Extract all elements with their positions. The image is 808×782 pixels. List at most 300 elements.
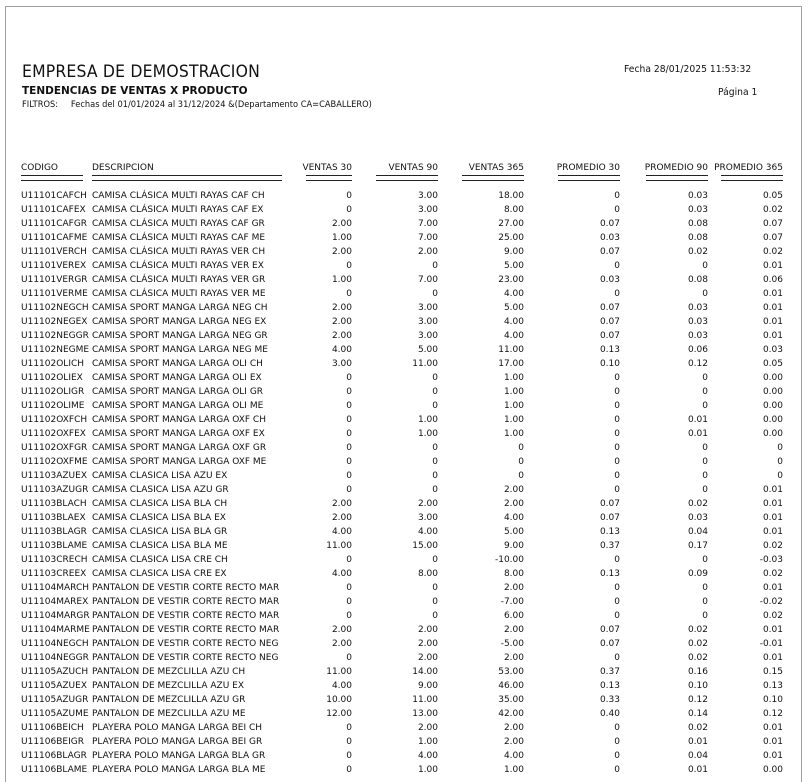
cell-promedio-30: 0 [614, 597, 620, 607]
cell-promedio-90: 0 [702, 597, 708, 607]
table-row [21, 385, 783, 399]
cell-codigo: U11101CAFCH [21, 191, 87, 201]
cell-promedio-90: 0.01 [687, 765, 708, 775]
cell-ventas-90: 2.00 [417, 625, 438, 635]
cell-descripcion: CAMISA SPORT MANGA LARGA OLI CH [92, 359, 263, 369]
cell-ventas-30: 3.00 [331, 359, 352, 369]
cell-codigo: U11106BEICH [21, 723, 84, 733]
cell-promedio-365: 0.01 [762, 261, 783, 271]
table-row [21, 637, 783, 651]
cell-ventas-30: 11.00 [326, 667, 352, 677]
cell-promedio-30: 0.10 [599, 359, 620, 369]
cell-promedio-365: 0.01 [762, 527, 783, 537]
cell-ventas-90: 0 [432, 289, 438, 299]
cell-ventas-365: 4.00 [503, 289, 524, 299]
cell-promedio-365: 0.00 [762, 429, 783, 439]
cell-ventas-30: 0 [346, 289, 352, 299]
cell-ventas-90: 3.00 [417, 317, 438, 327]
cell-promedio-365: 0.00 [762, 401, 783, 411]
filters-text: Fechas del 01/01/2024 al 31/12/2024 &(Departamento CA=CABALLERO) [70, 100, 372, 110]
cell-promedio-90: 0.16 [687, 667, 708, 677]
cell-ventas-90: 0 [432, 401, 438, 411]
cell-promedio-30: 0.37 [599, 667, 620, 677]
table-row [21, 707, 783, 721]
separator [352, 175, 438, 189]
cell-promedio-365: 0.05 [762, 359, 783, 369]
cell-promedio-365: 0.02 [762, 205, 783, 215]
cell-codigo: U11104MAREX [21, 597, 89, 607]
cell-promedio-30: 0 [614, 653, 620, 663]
cell-ventas-365: -7.00 [500, 597, 524, 607]
cell-promedio-365: 0.01 [762, 737, 783, 747]
cell-promedio-90: 0.04 [687, 751, 708, 761]
cell-ventas-365: 42.00 [498, 709, 524, 719]
report-date: Fecha 28/01/2025 11:53:32 [624, 64, 752, 75]
filters-line [22, 100, 372, 110]
cell-descripcion: CAMISA SPORT MANGA LARGA NEG GR [92, 331, 268, 341]
col-header-ventas-365: VENTAS 365 [468, 163, 524, 173]
cell-promedio-90: 0.12 [687, 695, 708, 705]
table-row [21, 259, 783, 273]
cell-promedio-90: 0 [702, 289, 708, 299]
cell-ventas-365: 25.00 [498, 233, 524, 243]
cell-promedio-30: 0.07 [599, 247, 620, 257]
cell-ventas-365: 2.00 [503, 499, 524, 509]
cell-descripcion: CAMISA CLÁSICA MULTI RAYAS VER CH [92, 247, 266, 257]
cell-ventas-30: 0 [346, 737, 352, 747]
cell-ventas-30: 2.00 [331, 303, 352, 313]
cell-promedio-90: 0.14 [687, 709, 708, 719]
table-row [21, 371, 783, 385]
cell-descripcion: CAMISA CLASICA LISA BLA EX [92, 513, 226, 523]
cell-codigo: U11102OXFME [21, 457, 88, 467]
cell-ventas-90: 0 [432, 555, 438, 565]
cell-promedio-365: 0.01 [762, 289, 783, 299]
table-row [21, 203, 783, 217]
cell-codigo: U11103BLACH [21, 499, 87, 509]
table-row [21, 399, 783, 413]
cell-promedio-90: 0 [702, 443, 708, 453]
cell-descripcion: CAMISA SPORT MANGA LARGA NEG ME [92, 345, 268, 355]
cell-ventas-30: 0 [346, 765, 352, 775]
cell-ventas-90: 2.00 [417, 653, 438, 663]
cell-ventas-30: 0 [346, 205, 352, 215]
cell-ventas-365: 9.00 [503, 541, 524, 551]
cell-promedio-30: 0.07 [599, 625, 620, 635]
cell-ventas-365: 2.00 [503, 485, 524, 495]
cell-codigo: U11104MARME [21, 625, 90, 635]
cell-promedio-365: 0.01 [762, 723, 783, 733]
cell-ventas-90: 4.00 [417, 751, 438, 761]
cell-promedio-90: 0 [702, 457, 708, 467]
table-row [21, 609, 783, 623]
cell-ventas-90: 11.00 [412, 359, 438, 369]
table-row [21, 441, 783, 455]
cell-ventas-30: 12.00 [326, 709, 352, 719]
separator [21, 175, 92, 189]
cell-descripcion: CAMISA CLASICA LISA AZU GR [92, 485, 229, 495]
table-row [21, 623, 783, 637]
cell-ventas-30: 2.00 [331, 247, 352, 257]
cell-promedio-30: 0.07 [599, 499, 620, 509]
cell-codigo: U11101CAFGR [21, 219, 88, 229]
table-row [21, 217, 783, 231]
cell-descripcion: CAMISA SPORT MANGA LARGA OXF EX [92, 429, 265, 439]
cell-ventas-30: 0 [346, 485, 352, 495]
cell-descripcion: PANTALON DE VESTIR CORTE RECTO MAR [92, 583, 280, 593]
cell-ventas-90: 0 [432, 611, 438, 621]
cell-codigo: U11103CRECH [21, 555, 88, 565]
cell-ventas-365: 8.00 [503, 205, 524, 215]
table-row [21, 539, 783, 553]
cell-ventas-30: 2.00 [331, 499, 352, 509]
cell-promedio-365: 0.02 [762, 611, 783, 621]
cell-ventas-30: 0 [346, 261, 352, 271]
cell-descripcion: PANTALON DE VESTIR CORTE RECTO NEG [92, 653, 279, 663]
cell-promedio-90: 0.02 [687, 639, 708, 649]
table-row [21, 413, 783, 427]
cell-promedio-90: 0.03 [687, 191, 708, 201]
cell-ventas-90: 5.00 [417, 345, 438, 355]
cell-ventas-365: 5.00 [503, 303, 524, 313]
table-row [21, 245, 783, 259]
cell-promedio-90: 0.02 [687, 625, 708, 635]
cell-promedio-30: 0.07 [599, 513, 620, 523]
cell-ventas-30: 0 [346, 401, 352, 411]
cell-codigo: U11106BLAGR [21, 751, 87, 761]
cell-promedio-90: 0 [702, 401, 708, 411]
cell-ventas-365: 1.00 [503, 415, 524, 425]
cell-promedio-365: 0 [777, 457, 783, 467]
cell-codigo: U11103BLAME [21, 541, 88, 551]
cell-promedio-30: 0.03 [599, 275, 620, 285]
cell-promedio-365: -0.02 [759, 597, 783, 607]
separator [708, 175, 783, 189]
cell-descripcion: PLAYERA POLO MANGA LARGA BEI CH [92, 723, 263, 733]
cell-promedio-30: 0.37 [599, 541, 620, 551]
cell-ventas-90: 9.00 [417, 681, 438, 691]
cell-descripcion: PANTALON DE VESTIR CORTE RECTO MAR [92, 597, 280, 607]
cell-codigo: U11102OXFEX [21, 429, 86, 439]
cell-descripcion: CAMISA CLASICA LISA AZU EX [92, 471, 228, 481]
cell-ventas-90: 3.00 [417, 205, 438, 215]
cell-promedio-365: 0.01 [762, 653, 783, 663]
cell-ventas-30: 11.00 [326, 541, 352, 551]
cell-ventas-365: 23.00 [498, 275, 524, 285]
cell-promedio-30: 0.13 [599, 681, 620, 691]
cell-promedio-30: 0 [614, 415, 620, 425]
cell-promedio-90: 0.06 [687, 345, 708, 355]
cell-ventas-365: 1.00 [503, 765, 524, 775]
cell-promedio-365: 0 [777, 471, 783, 481]
cell-ventas-30: 1.00 [331, 233, 352, 243]
cell-promedio-365: 0.05 [762, 191, 783, 201]
cell-codigo: U11104MARCH [21, 583, 89, 593]
cell-descripcion: CAMISA SPORT MANGA LARGA OXF GR [92, 443, 267, 453]
cell-promedio-365: 0.00 [762, 373, 783, 383]
cell-codigo: U11104NEGCH [21, 639, 89, 649]
cell-codigo: U11105AZUME [21, 709, 89, 719]
cell-promedio-365: 0.02 [762, 569, 783, 579]
cell-ventas-90: 2.00 [417, 639, 438, 649]
cell-ventas-90: 0 [432, 387, 438, 397]
cell-promedio-90: 0.08 [687, 233, 708, 243]
cell-promedio-365: 0.01 [762, 583, 783, 593]
cell-descripcion: CAMISA CLÁSICA MULTI RAYAS CAF CH [92, 191, 265, 201]
cell-descripcion: PANTALON DE MEZCLILLA AZU CH [92, 667, 246, 677]
cell-promedio-90: 0.17 [687, 541, 708, 551]
table-row [21, 497, 783, 511]
table-row [21, 763, 783, 777]
cell-promedio-90: 0.12 [687, 359, 708, 369]
cell-ventas-90: 1.00 [417, 415, 438, 425]
cell-descripcion: CAMISA CLÁSICA MULTI RAYAS CAF EX [92, 205, 264, 215]
cell-promedio-365: 0.01 [762, 625, 783, 635]
cell-descripcion: CAMISA SPORT MANGA LARGA OLI GR [92, 387, 264, 397]
cell-descripcion: PLAYERA POLO MANGA LARGA BLA GR [92, 751, 266, 761]
cell-promedio-30: 0.07 [599, 219, 620, 229]
cell-descripcion: PANTALON DE MEZCLILLA AZU EX [92, 681, 244, 691]
cell-codigo: U11105AZUEX [21, 681, 87, 691]
cell-ventas-90: 2.00 [417, 723, 438, 733]
cell-promedio-90: 0.03 [687, 331, 708, 341]
cell-promedio-365: 0.01 [762, 331, 783, 341]
cell-promedio-30: 0.07 [599, 317, 620, 327]
cell-codigo: U11102OXFGR [21, 443, 88, 453]
cell-promedio-365: 0.01 [762, 499, 783, 509]
table-row [21, 231, 783, 245]
cell-ventas-30: 0 [346, 723, 352, 733]
cell-ventas-30: 4.00 [331, 569, 352, 579]
cell-promedio-30: 0 [614, 289, 620, 299]
cell-promedio-30: 0 [614, 765, 620, 775]
cell-ventas-365: 35.00 [498, 695, 524, 705]
cell-promedio-365: 0.01 [762, 317, 783, 327]
table-row [21, 483, 783, 497]
cell-promedio-90: 0.09 [687, 569, 708, 579]
cell-promedio-30: 0 [614, 401, 620, 411]
cell-descripcion: CAMISA SPORT MANGA LARGA OLI ME [92, 401, 264, 411]
cell-promedio-30: 0 [614, 429, 620, 439]
cell-codigo: U11103AZUEX [21, 471, 87, 481]
cell-ventas-90: 7.00 [417, 233, 438, 243]
cell-ventas-365: 17.00 [498, 359, 524, 369]
cell-ventas-365: 2.00 [503, 625, 524, 635]
cell-codigo: U11103AZUGR [21, 485, 89, 495]
cell-promedio-90: 0.10 [687, 681, 708, 691]
table-row [21, 189, 783, 203]
cell-promedio-365: 0.00 [762, 387, 783, 397]
company-name: EMPRESA DE DEMOSTRACION [22, 62, 260, 82]
cell-ventas-90: 0 [432, 485, 438, 495]
table-row [21, 651, 783, 665]
cell-promedio-30: 0.13 [599, 527, 620, 537]
cell-promedio-90: 0 [702, 583, 708, 593]
cell-ventas-30: 0 [346, 471, 352, 481]
cell-ventas-30: 1.00 [331, 275, 352, 285]
cell-ventas-365: 46.00 [498, 681, 524, 691]
cell-ventas-30: 4.00 [331, 345, 352, 355]
cell-codigo: U11101VERCH [21, 247, 87, 257]
col-header-codigo: CODIGO [21, 163, 59, 173]
cell-codigo: U11105AZUCH [21, 667, 89, 677]
cell-codigo: U11105AZUGR [21, 695, 89, 705]
header-separator-row [21, 175, 783, 189]
cell-promedio-365: 0.12 [762, 709, 783, 719]
report-title: TENDENCIAS DE VENTAS X PRODUCTO [22, 85, 248, 97]
cell-ventas-30: 0 [346, 415, 352, 425]
cell-promedio-90: 0.01 [687, 737, 708, 747]
cell-ventas-30: 10.00 [326, 695, 352, 705]
cell-codigo: U11102OLIEX [21, 373, 83, 383]
cell-promedio-30: 0 [614, 191, 620, 201]
cell-descripcion: PANTALON DE VESTIR CORTE RECTO NEG [92, 639, 279, 649]
cell-descripcion: CAMISA CLÁSICA MULTI RAYAS VER ME [92, 289, 266, 299]
cell-ventas-90: 0 [432, 373, 438, 383]
cell-ventas-30: 0 [346, 429, 352, 439]
cell-promedio-90: 0.03 [687, 205, 708, 215]
cell-descripcion: PLAYERA POLO MANGA LARGA BLA ME [92, 765, 266, 775]
table-row [21, 287, 783, 301]
table-row [21, 455, 783, 469]
cell-ventas-365: 2.00 [503, 737, 524, 747]
table-row [21, 693, 783, 707]
cell-ventas-365: 1.00 [503, 401, 524, 411]
cell-promedio-90: 0.02 [687, 653, 708, 663]
cell-descripcion: PANTALON DE MEZCLILLA AZU GR [92, 695, 246, 705]
separator [438, 175, 524, 189]
col-header-promedio-90: PROMEDIO 90 [644, 163, 708, 173]
cell-descripcion: CAMISA SPORT MANGA LARGA OLI EX [92, 373, 262, 383]
cell-ventas-90: 7.00 [417, 275, 438, 285]
cell-promedio-30: 0.40 [599, 709, 620, 719]
cell-descripcion: CAMISA CLASICA LISA CRE EX [92, 569, 227, 579]
table-row [21, 679, 783, 693]
table-row [21, 469, 783, 483]
cell-promedio-365: 0.00 [762, 415, 783, 425]
cell-codigo: U11102OLIME [21, 401, 85, 411]
cell-ventas-30: 2.00 [331, 513, 352, 523]
cell-descripcion: CAMISA CLÁSICA MULTI RAYAS CAF ME [92, 233, 266, 243]
cell-ventas-365: 2.00 [503, 583, 524, 593]
table-row [21, 357, 783, 371]
cell-descripcion: PANTALON DE VESTIR CORTE RECTO MAR [92, 611, 280, 621]
table-row [21, 273, 783, 287]
cell-ventas-90: 7.00 [417, 219, 438, 229]
cell-descripcion: CAMISA CLASICA LISA BLA GR [92, 527, 228, 537]
cell-promedio-30: 0.03 [599, 233, 620, 243]
cell-codigo: U11101VERGR [21, 275, 88, 285]
cell-promedio-365: 0 [777, 443, 783, 453]
cell-ventas-365: 8.00 [503, 569, 524, 579]
cell-ventas-365: -10.00 [494, 555, 524, 565]
cell-codigo: U11101CAFME [21, 233, 88, 243]
cell-promedio-90: 0 [702, 373, 708, 383]
cell-descripcion: CAMISA SPORT MANGA LARGA NEG CH [92, 303, 268, 313]
cell-ventas-30: 4.00 [331, 527, 352, 537]
cell-ventas-90: 3.00 [417, 191, 438, 201]
cell-descripcion: PLAYERA POLO MANGA LARGA BEI GR [92, 737, 263, 747]
cell-promedio-90: 0.02 [687, 247, 708, 257]
cell-promedio-365: 0.01 [762, 513, 783, 523]
col-header-promedio-365: PROMEDIO 365 [714, 163, 783, 173]
cell-promedio-30: 0.13 [599, 345, 620, 355]
table-row [21, 315, 783, 329]
cell-ventas-30: 2.00 [331, 639, 352, 649]
cell-promedio-90: 0 [702, 261, 708, 271]
cell-promedio-30: 0 [614, 471, 620, 481]
cell-promedio-365: 0.01 [762, 485, 783, 495]
cell-ventas-90: 15.00 [412, 541, 438, 551]
cell-promedio-30: 0 [614, 555, 620, 565]
cell-ventas-30: 0 [346, 583, 352, 593]
cell-codigo: U11106BEIGR [21, 737, 84, 747]
cell-promedio-90: 0.08 [687, 275, 708, 285]
cell-ventas-30: 2.00 [331, 317, 352, 327]
cell-ventas-365: 0 [518, 471, 524, 481]
cell-promedio-365: 0.06 [762, 275, 783, 285]
cell-promedio-90: 0.08 [687, 219, 708, 229]
table-row [21, 665, 783, 679]
cell-ventas-365: 0 [518, 443, 524, 453]
cell-ventas-365: 18.00 [498, 191, 524, 201]
table-row [21, 329, 783, 343]
cell-descripcion: CAMISA CLASICA LISA BLA CH [92, 499, 228, 509]
table-row [21, 511, 783, 525]
table-row [21, 525, 783, 539]
cell-ventas-365: 4.00 [503, 513, 524, 523]
cell-promedio-365: 0.07 [762, 219, 783, 229]
cell-ventas-365: 2.00 [503, 653, 524, 663]
cell-promedio-90: 0.01 [687, 429, 708, 439]
cell-ventas-365: 4.00 [503, 751, 524, 761]
cell-promedio-30: 0 [614, 611, 620, 621]
cell-promedio-30: 0 [614, 737, 620, 747]
cell-promedio-365: -0.03 [759, 555, 783, 565]
cell-promedio-365: 0.13 [762, 681, 783, 691]
table-header-row [21, 161, 783, 175]
cell-descripcion: CAMISA CLASICA LISA BLA ME [92, 541, 228, 551]
cell-ventas-90: 0 [432, 457, 438, 467]
cell-ventas-90: 4.00 [417, 527, 438, 537]
cell-promedio-90: 0 [702, 485, 708, 495]
cell-promedio-90: 0.03 [687, 513, 708, 523]
cell-ventas-30: 4.00 [331, 681, 352, 691]
cell-codigo: U11102NEGCH [21, 303, 89, 313]
cell-ventas-30: 0 [346, 555, 352, 565]
cell-promedio-365: 0.07 [762, 233, 783, 243]
cell-promedio-90: 0.02 [687, 723, 708, 733]
cell-codigo: U11103BLAEX [21, 513, 86, 523]
table-row [21, 427, 783, 441]
cell-promedio-365: 0.10 [762, 695, 783, 705]
cell-descripcion: PANTALON DE MEZCLILLA AZU ME [92, 709, 246, 719]
table-row [21, 595, 783, 609]
cell-descripcion: CAMISA CLÁSICA MULTI RAYAS VER GR [92, 275, 266, 285]
cell-ventas-90: 0 [432, 443, 438, 453]
cell-codigo: U11101VEREX [21, 261, 87, 271]
cell-promedio-30: 0 [614, 583, 620, 593]
cell-ventas-30: 0 [346, 611, 352, 621]
cell-promedio-365: 0.02 [762, 247, 783, 257]
cell-descripcion: PANTALON DE VESTIR CORTE RECTO MAR [92, 625, 280, 635]
cell-promedio-30: 0.13 [599, 569, 620, 579]
cell-promedio-30: 0 [614, 443, 620, 453]
cell-promedio-30: 0 [614, 457, 620, 467]
cell-promedio-90: 0.03 [687, 303, 708, 313]
cell-ventas-30: 0 [346, 457, 352, 467]
cell-promedio-30: 0 [614, 387, 620, 397]
